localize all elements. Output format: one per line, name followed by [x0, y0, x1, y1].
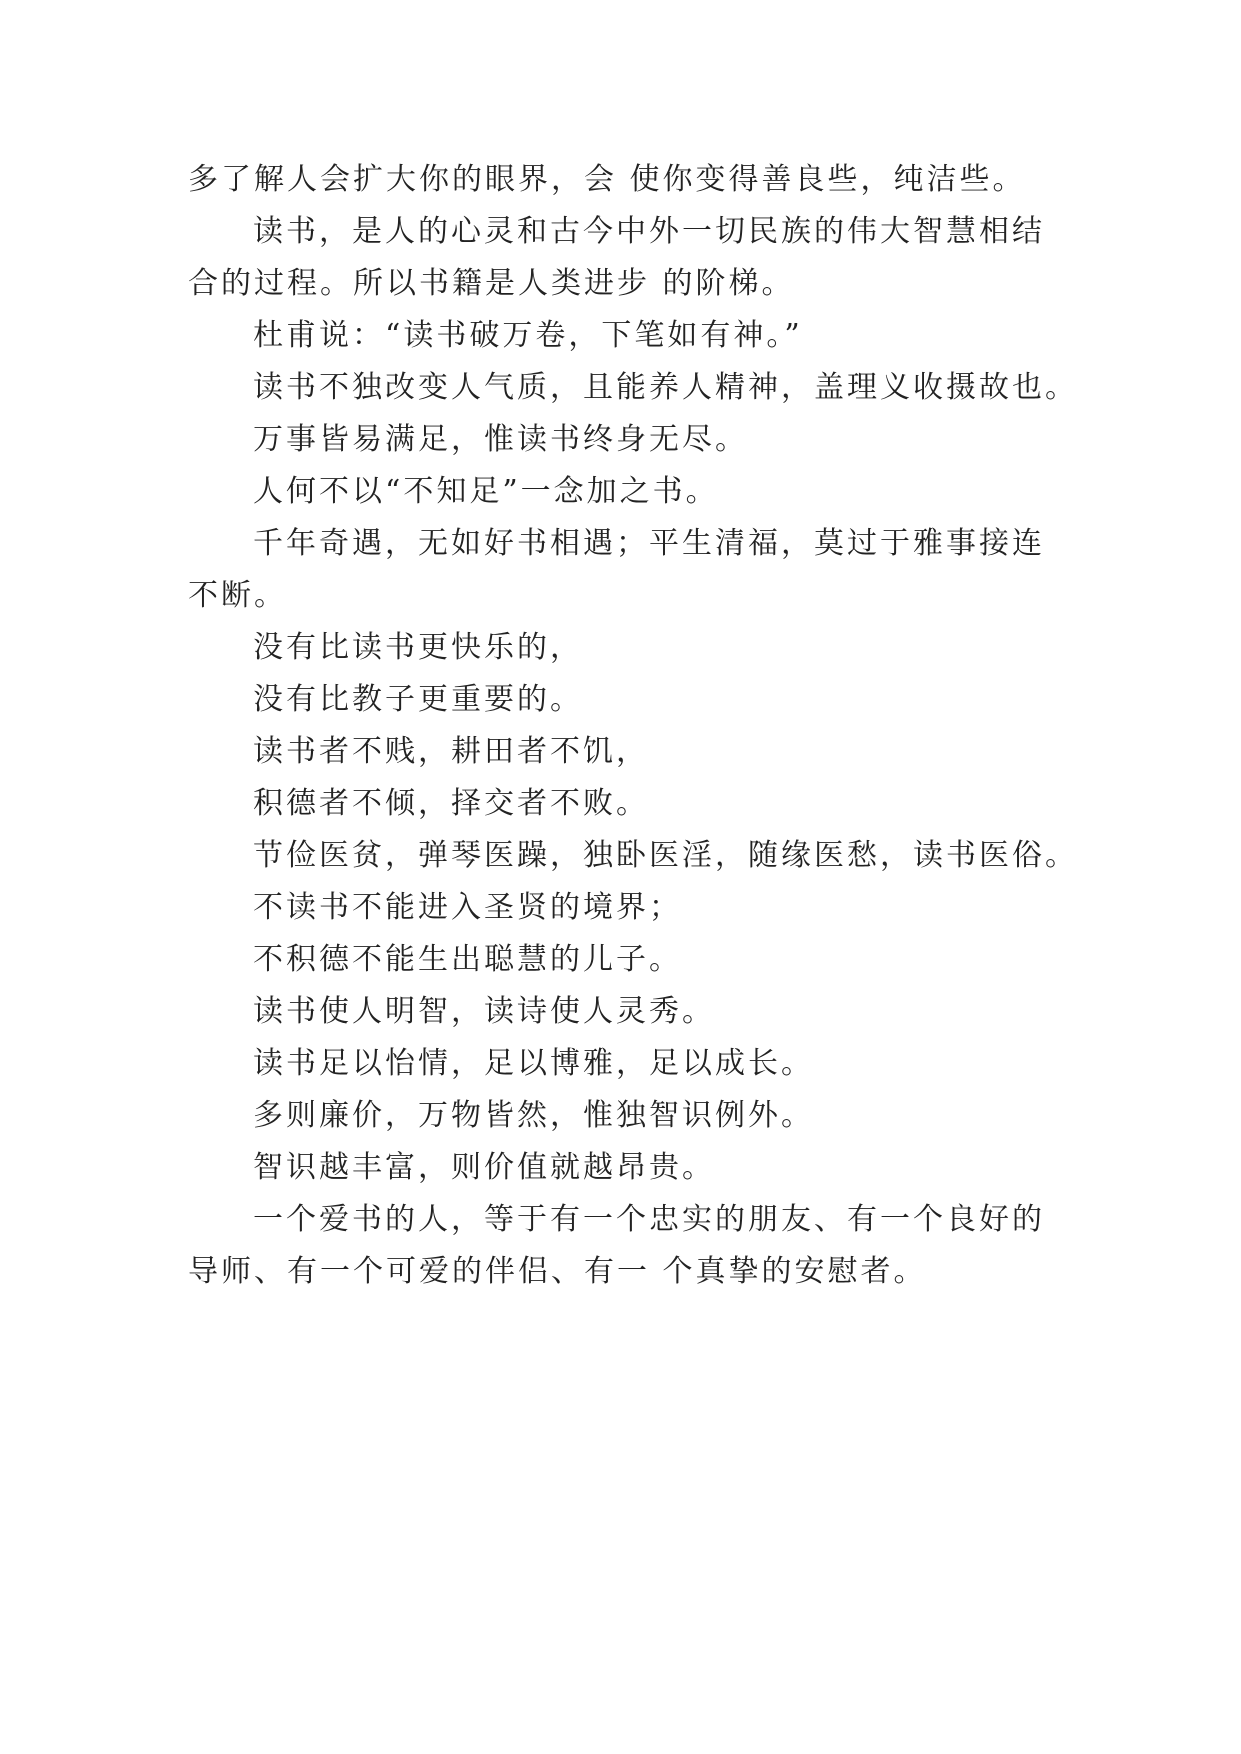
paragraph-first-line: 读书使人明智，读诗使人灵秀。 [253, 994, 715, 1029]
paragraph-first-line: 智识越丰富，则价值就越昂贵。 [253, 1150, 715, 1185]
text-line: 多了解人会扩大你的眼界，会 使你变得善良些，纯洁些。 [188, 162, 1026, 197]
text-line: 不断。 [188, 578, 287, 613]
paragraph-first-line: 一个爱书的人，等于有一个忠实的朋友、有一个良好的 [253, 1202, 1045, 1237]
paragraph-first-line: 没有比读书更快乐的， [253, 630, 583, 665]
paragraph-first-line: 节俭医贫，弹琴医躁，独卧医淫，随缘医愁，读书医俗。 [253, 838, 1078, 873]
paragraph-first-line: 读书足以怡情，足以博雅，足以成长。 [253, 1046, 814, 1081]
text-line: 合的过程。所以书籍是人类进步 的阶梯。 [188, 266, 795, 301]
paragraph-first-line: 不读书不能进入圣贤的境界； [253, 890, 682, 925]
paragraph-first-line: 积德者不倾，择交者不败。 [253, 786, 649, 821]
text-line: 导师、有一个可爱的伴侣、有一 个真挚的安慰者。 [188, 1254, 927, 1289]
paragraph-first-line: 多则廉价，万物皆然，惟独智识例外。 [253, 1098, 814, 1133]
paragraph-first-line: 不积德不能生出聪慧的儿子。 [253, 942, 682, 977]
paragraph-first-line: 千年奇遇，无如好书相遇；平生清福，莫过于雅事接连 [253, 526, 1045, 561]
paragraph-first-line: 没有比教子更重要的。 [253, 682, 583, 717]
paragraph-first-line: 万事皆易满足，惟读书终身无尽。 [253, 422, 748, 457]
paragraph-first-line: 读书不独改变人气质，且能养人精神，盖理义收摄故也。 [253, 370, 1078, 405]
paragraph-first-line: 读书者不贱，耕田者不饥， [253, 734, 649, 769]
paragraph-first-line: 人何不以“不知足”一念加之书。 [253, 474, 719, 509]
paragraph-first-line: 杜甫说：“读书破万卷，下笔如有神。” [253, 318, 803, 353]
paragraph-first-line: 读书，是人的心灵和古今中外一切民族的伟大智慧相结 [253, 214, 1045, 249]
